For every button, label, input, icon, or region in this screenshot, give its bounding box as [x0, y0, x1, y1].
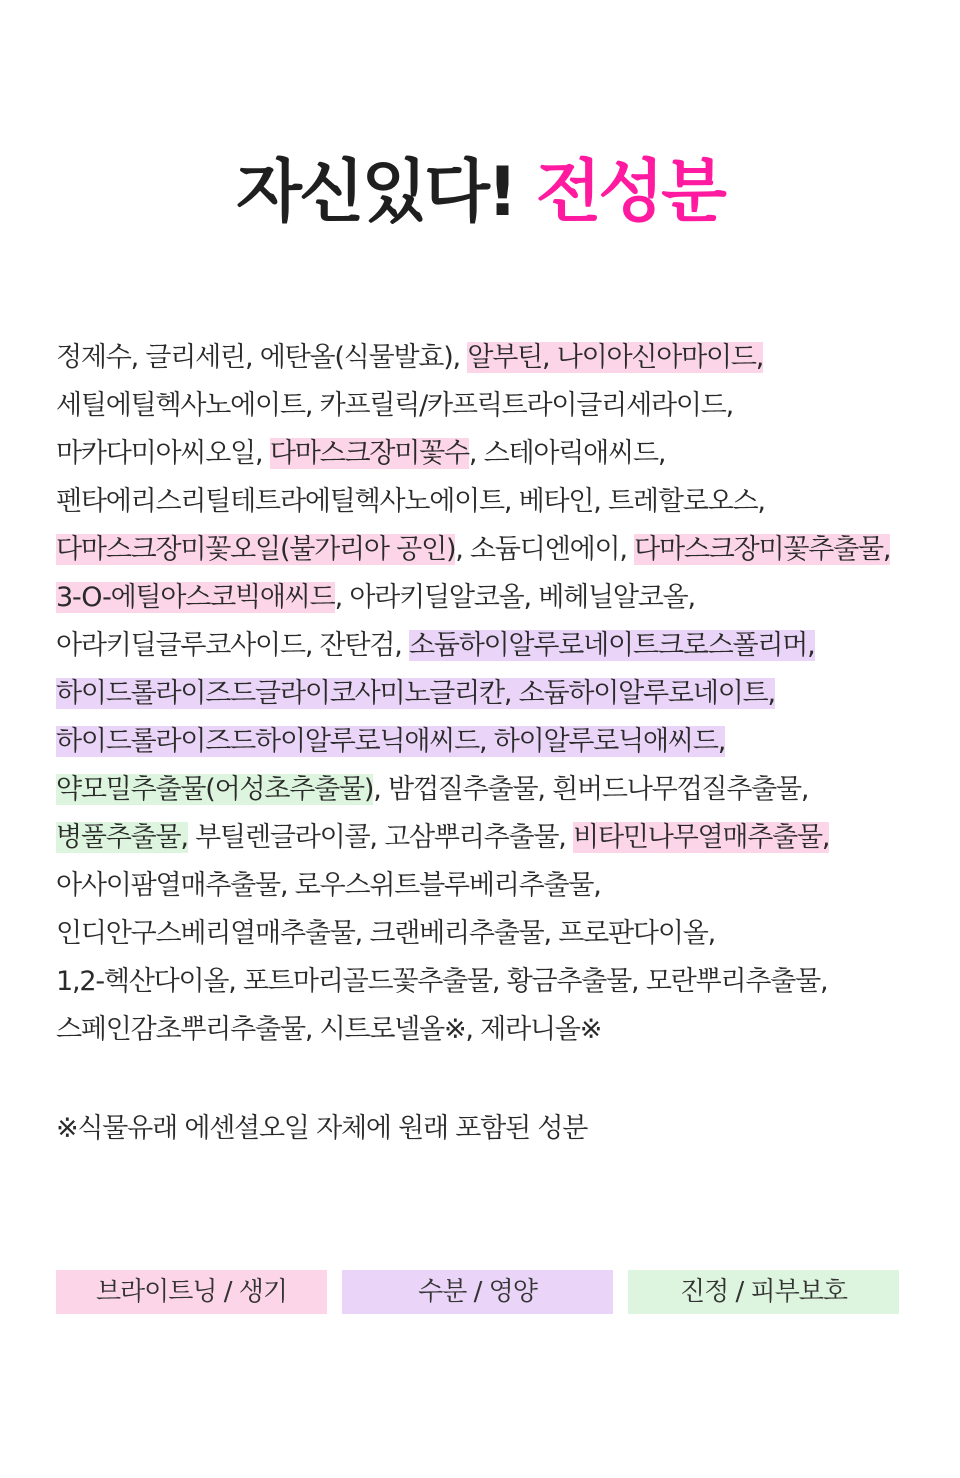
page-title	[0, 148, 960, 238]
ingredient-text: 1,2-헥산다이올, 포트마리골드꽃추출물, 황금추출물, 모란뿌리추출물,	[56, 966, 828, 997]
ingredient-highlight-moisture: 하이드롤라이즈드글라이코사미노글리칸, 소듐하이알루로네이트,	[56, 678, 775, 709]
footnote: ※식물유래 에센셜오일 자체에 원래 포함된 성분	[56, 1113, 588, 1144]
ingredient-text: , 스테아릭애씨드,	[468, 438, 666, 469]
ingredient-line	[56, 478, 936, 526]
ingredient-text: 부틸렌글라이콜, 고삼뿌리추출물,	[187, 822, 574, 853]
ingredient-line	[56, 526, 936, 574]
legend-brightening: 브라이트닝 / 생기	[56, 1270, 327, 1314]
ingredient-highlight-moisture: 소듐하이알루로네이트크로스폴리머,	[409, 630, 815, 661]
ingredient-highlight-calming: 병풀추출물,	[56, 822, 188, 853]
category-legend	[56, 1270, 900, 1314]
ingredient-line	[56, 1006, 936, 1054]
ingredient-line	[56, 862, 936, 910]
ingredient-text: 인디안구스베리열매추출물, 크랜베리추출물, 프로판다이올,	[56, 918, 715, 949]
ingredient-highlight-calming: 약모밀추출물(어성초추출물)	[56, 774, 374, 805]
ingredient-line	[56, 766, 936, 814]
ingredient-line	[56, 430, 936, 478]
ingredient-text: 마카다미아씨오일,	[56, 438, 270, 469]
ingredient-line	[56, 382, 936, 430]
title-text: 자신있다!	[236, 153, 515, 232]
ingredient-line	[56, 910, 936, 958]
ingredient-text: 세틸에틸헥사노에이트, 카프릴릭/카프릭트라이글리세라이드,	[56, 390, 733, 421]
ingredient-highlight-brightening: 알부틴, 나이아신아마이드,	[467, 342, 764, 373]
ingredient-text: 스페인감초뿌리추출물, 시트로넬올※, 제라니올※	[56, 1014, 602, 1045]
ingredient-highlight-brightening: 다마스크장미꽃추출물,	[634, 534, 891, 565]
ingredient-line	[56, 670, 936, 718]
ingredient-text: , 밤껍질추출물, 흰버드나무껍질추출물,	[373, 774, 809, 805]
ingredient-highlight-brightening: 3-O-에틸아스코빅애씨드	[56, 582, 335, 613]
ingredient-highlight-brightening: 다마스크장미꽃수	[269, 438, 469, 469]
ingredient-text: , 소듐디엔에이,	[455, 534, 635, 565]
ingredient-text: 아사이팜열매추출물, 로우스위트블루베리추출물,	[56, 870, 601, 901]
ingredient-line	[56, 814, 936, 862]
ingredient-highlight-brightening: 비타민나무열매추출물,	[573, 822, 830, 853]
ingredient-list	[56, 334, 936, 1054]
ingredient-highlight-moisture: 하이드롤라이즈드하이알루로닉애씨드, 하이알루로닉애씨드,	[56, 726, 726, 757]
ingredient-text: 펜타에리스리틸테트라에틸헥사노에이트, 베타인, 트레할로오스,	[56, 486, 765, 517]
legend-calming: 진정 / 피부보호	[628, 1270, 899, 1314]
ingredient-line	[56, 718, 936, 766]
ingredient-line	[56, 622, 936, 670]
title-accent: 전성분	[535, 153, 724, 232]
ingredient-text: , 아라키딜알코올, 베헤닐알코올,	[334, 582, 695, 613]
ingredient-line	[56, 958, 936, 1006]
ingredient-text: 정제수, 글리세린, 에탄올(식물발효),	[56, 342, 468, 373]
ingredient-highlight-brightening: 다마스크장미꽃오일(불가리아 공인)	[56, 534, 456, 565]
ingredient-line	[56, 574, 936, 622]
legend-moisture: 수분 / 영양	[342, 1270, 613, 1314]
ingredient-line	[56, 334, 936, 382]
ingredient-text: 아라키딜글루코사이드, 잔탄검,	[56, 630, 409, 661]
